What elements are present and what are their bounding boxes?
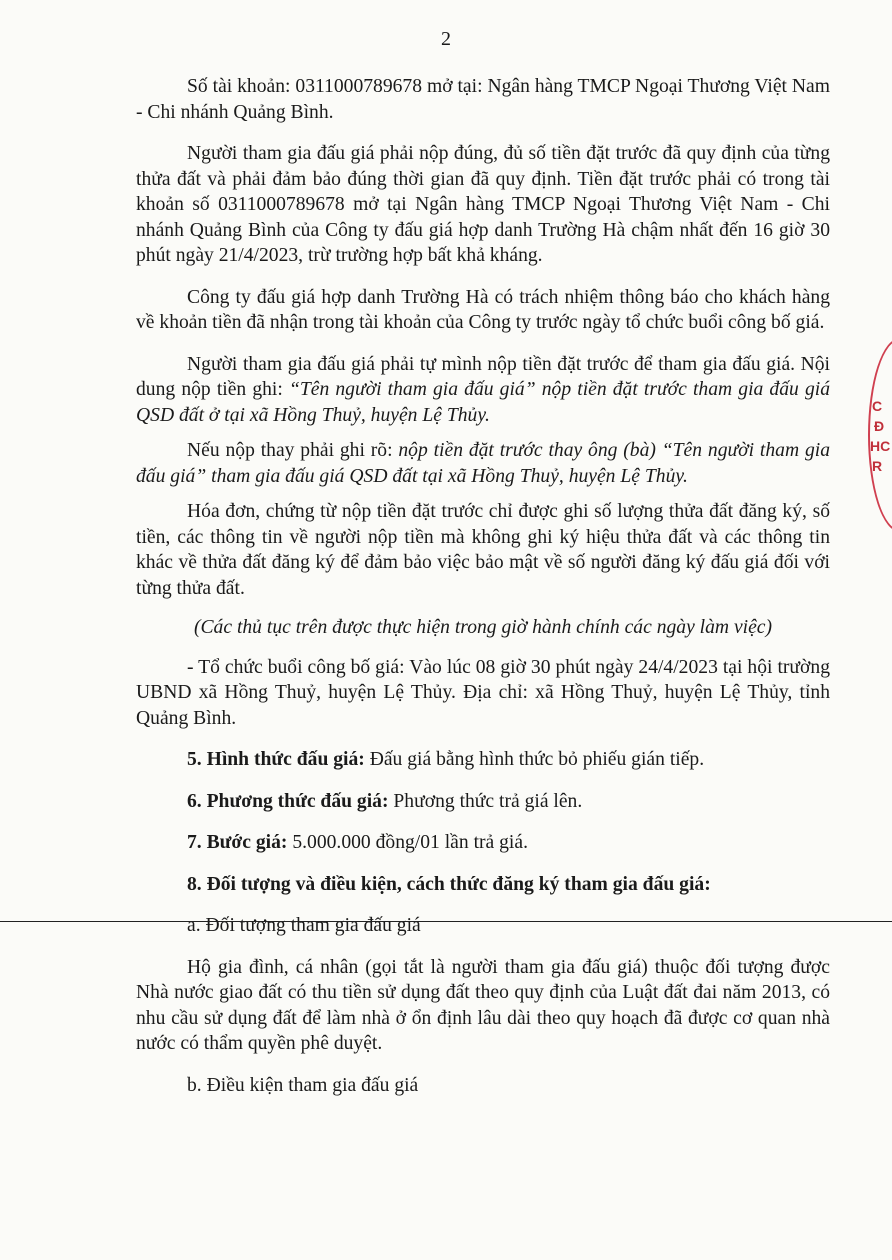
payment-content-italic: “Tên người tham gia đấu giá” nộp tiền đặt trước tham gia đấu giá QSD đất ở tại xã Hồng Thuỷ, huyện Lệ Thủy. [136,379,830,426]
subheading-b: b. Điều kiện tham gia đấu giá [187,1074,419,1096]
item-7-text: 5.000.000 đồng/01 lần trả giá. [287,832,528,853]
stamp-ring [868,338,892,532]
invoice-paragraph: Hóa đơn, chứng từ nộp tiền đặt trước chỉ được ghi số lượng thửa đất đăng ký, số tiền, các thông tin về người nộp tiền mà không ghi ký hiệu thửa đất và các thông tin khác về thửa đất đăng ký để đảm bảo việc bảo mật về số người đăng ký đấu giá đối với từng thửa đất. [136,501,830,599]
item-6-text: Phương thức trả giá lên. [388,790,583,812]
payment-content-paragraph [136,352,830,429]
item-8-heading-text: 8. Đối tượng và điều kiện, cách thức đăng ký tham gia đấu giá: [187,873,711,895]
item-7-label: 7. Bước giá: [187,832,288,853]
announcement-paragraph: - Tổ chức buổi công bố giá: Vào lúc 08 giờ 30 phút ngày 24/4/2023 tại hội trường UBND xã Hồng Thuỷ, huyện Lệ Thủy. Địa chỉ: xã Hồng Thuỷ, huyện Lệ Thủy, tỉnh Quảng Bình. [136,656,830,729]
document-body [136,74,830,1098]
stamp-char-1: C [872,398,883,414]
stamp-char-3: HC [870,438,891,454]
item-6 [136,789,830,815]
deposit-paragraph: Người tham gia đấu giá phải nộp đúng, đủ số tiền đặt trước đã quy định của từng thửa đất và phải đảm bảo đúng thời gian đã quy định. Tiền đặt trước phải có trong tài khoản số 0311000789678 mở tại Ngân hàng TMCP Ngoại Thương Việt Nam - Chi nhánh Quảng Bình của Công ty đấu giá hợp danh Trường Hà chậm nhất đến 16 giờ 30 phút ngày 21/4/2023, trừ trường hợp bất khả kháng. [136,143,830,266]
item-5-text: Đấu giá bằng hình thức bỏ phiếu gián tiếp. [364,749,705,770]
subheading-a: a. Đối tượng tham gia đấu giá [187,915,421,936]
notification-paragraph: Công ty đấu giá hợp danh Trường Hà có trách nhiệm thông báo cho khách hàng về khoản tiền đã nhận trong tài khoản của Công ty trước ngày tổ chức buổi công bố giá. [136,286,830,333]
item-8-heading [136,872,830,898]
horizontal-rule [0,921,892,922]
account-paragraph: Số tài khoản: 0311000789678 mở tại: Ngân hàng TMCP Ngoại Thương Việt Nam - Chi nhánh Quảng Bình. [136,76,830,123]
stamp-char-2: Đ [874,418,885,434]
item-5-label: 5. Hình thức đấu giá: [187,749,365,770]
proxy-payment-paragraph [136,438,830,489]
red-stamp-partial [862,330,892,540]
eligibility-paragraph: Hộ gia đình, cá nhân (gọi tắt là người tham gia đấu giá) thuộc đối tượng được Nhà nước giao đất có thu tiền sử dụng đất theo quy định của Luật đất đai năm 2013, có nhu cầu sử dụng đất để làm nhà ở ổn định lâu dài theo quy hoạch đã được cơ quan nhà nước có thẩm quyền phê duyệt. [136,956,830,1054]
page-number: 2 [441,28,451,50]
proxy-payment-italic: nộp tiền đặt trước thay ông (bà) “Tên người tham gia đấu giá” tham gia đấu giá QSD đất tại xã Hồng Thuỷ, huyện Lệ Thủy. [136,440,830,487]
proxy-payment-text: Nếu nộp thay phải ghi rõ: [187,440,399,461]
payment-content-text: Người tham gia đấu giá phải tự mình nộp tiền đặt trước để tham gia đấu giá. Nội dung nộp tiền ghi: [136,353,830,400]
stamp-char-4: R [872,458,883,474]
item-6-label: 6. Phương thức đấu giá: [187,790,389,812]
item-5 [136,747,830,773]
item-7 [136,830,830,856]
office-hours-note: (Các thủ tục trên được thực hiện trong giờ hành chính các ngày làm việc) [193,617,773,638]
